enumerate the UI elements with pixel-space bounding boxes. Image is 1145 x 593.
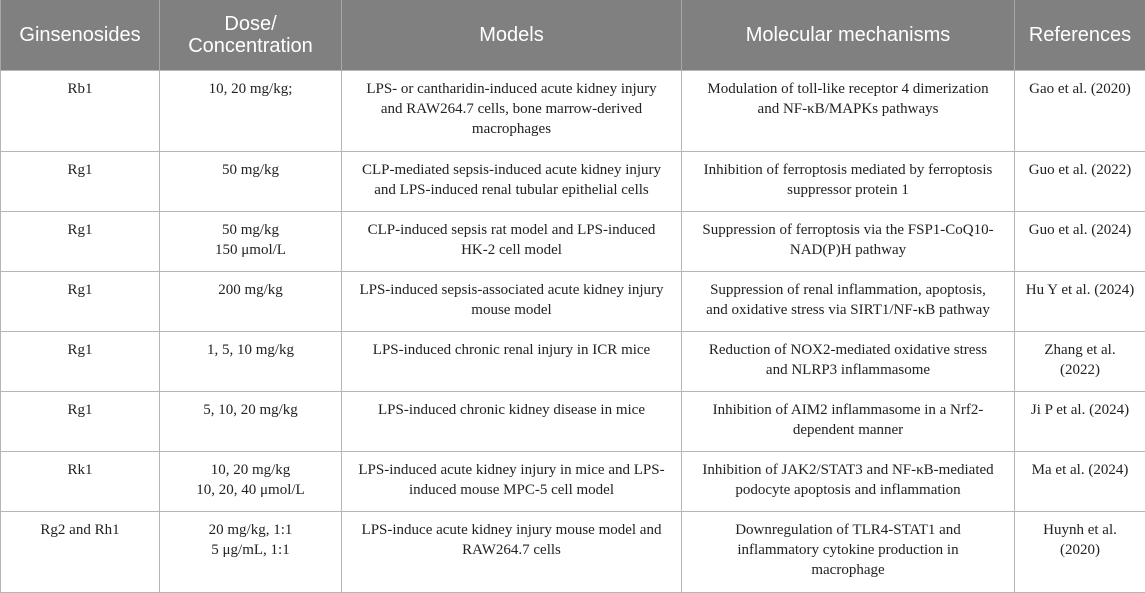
mechanism-cell-line: NAD(P)H pathway — [688, 240, 1008, 260]
table-row — [1, 152, 1145, 212]
reference-cell-line: Guo et al. (2022) — [1021, 160, 1139, 180]
header-ginsenosides: Ginsenosides — [1, 0, 160, 71]
model-cell — [342, 512, 682, 593]
mechanism-cell — [682, 71, 1015, 152]
reference-cell-line: Gao et al. (2020) — [1021, 79, 1139, 99]
model-cell-line: CLP-induced sepsis rat model and LPS-induced — [348, 220, 675, 240]
model-cell-line: LPS-induced chronic kidney disease in mice — [348, 400, 675, 420]
mechanism-cell-line: and NF-κB/MAPKs pathways — [688, 99, 1008, 119]
model-cell-line: LPS-induce acute kidney injury mouse model and — [348, 520, 675, 540]
reference-cell-line: Ma et al. (2024) — [1021, 460, 1139, 480]
mechanism-cell-line: podocyte apoptosis and inflammation — [688, 480, 1008, 500]
ginsenoside-cell-line: Rk1 — [7, 460, 153, 480]
ginsenoside-cell — [1, 392, 160, 452]
model-cell-line: RAW264.7 cells — [348, 540, 675, 560]
dose-cell-line: 5 μg/mL, 1:1 — [166, 540, 335, 560]
dose-cell-line: 150 μmol/L — [166, 240, 335, 260]
reference-cell-line: (2020) — [1021, 540, 1139, 560]
ginsenoside-cell-line: Rg1 — [7, 220, 153, 240]
dose-cell — [160, 71, 342, 152]
model-cell-line: LPS-induced chronic renal injury in ICR mice — [348, 340, 675, 360]
ginsenoside-cell-line: Rg2 and Rh1 — [7, 520, 153, 540]
dose-cell — [160, 272, 342, 332]
table-row — [1, 212, 1145, 272]
mechanism-cell-line: and oxidative stress via SIRT1/NF-κB pathway — [688, 300, 1008, 320]
mechanism-cell-line: inflammatory cytokine production in — [688, 540, 1008, 560]
table-row — [1, 392, 1145, 452]
table-row — [1, 332, 1145, 392]
mechanism-cell-line: macrophage — [688, 560, 1008, 580]
reference-cell — [1015, 152, 1145, 212]
dose-cell-line: 10, 20 mg/kg — [166, 460, 335, 480]
table-row — [1, 452, 1145, 512]
reference-cell — [1015, 332, 1145, 392]
model-cell-line: and RAW264.7 cells, bone marrow-derived — [348, 99, 675, 119]
dose-cell-line: 50 mg/kg — [166, 160, 335, 180]
table-body — [1, 71, 1145, 593]
ginsenoside-cell — [1, 452, 160, 512]
dose-cell-line: 10, 20, 40 μmol/L — [166, 480, 335, 500]
dose-cell-line: 20 mg/kg, 1:1 — [166, 520, 335, 540]
model-cell-line: mouse model — [348, 300, 675, 320]
reference-cell — [1015, 71, 1145, 152]
mechanism-cell-line: Modulation of toll-like receptor 4 dimerization — [688, 79, 1008, 99]
reference-cell-line: Huynh et al. — [1021, 520, 1139, 540]
table-row — [1, 71, 1145, 152]
mechanism-cell-line: Inhibition of JAK2/STAT3 and NF-κB-mediated — [688, 460, 1008, 480]
model-cell — [342, 71, 682, 152]
mechanism-cell — [682, 452, 1015, 512]
reference-cell-line: Hu Y et al. (2024) — [1021, 280, 1139, 300]
dose-cell — [160, 512, 342, 593]
ginsenoside-cell — [1, 71, 160, 152]
model-cell — [342, 392, 682, 452]
reference-cell — [1015, 272, 1145, 332]
mechanism-cell — [682, 212, 1015, 272]
header-dose-line: Concentration — [166, 35, 335, 57]
table-row — [1, 272, 1145, 332]
reference-cell — [1015, 212, 1145, 272]
ginsenoside-cell-line: Rg1 — [7, 400, 153, 420]
header-molecular-mechanisms: Molecular mechanisms — [682, 0, 1015, 71]
dose-cell — [160, 152, 342, 212]
mechanism-cell — [682, 152, 1015, 212]
mechanism-cell-line: Downregulation of TLR4-STAT1 and — [688, 520, 1008, 540]
mechanism-cell-line: Inhibition of ferroptosis mediated by ferroptosis — [688, 160, 1008, 180]
dose-cell-line: 1, 5, 10 mg/kg — [166, 340, 335, 360]
mechanism-cell — [682, 392, 1015, 452]
model-cell-line: and LPS-induced renal tubular epithelial cells — [348, 180, 675, 200]
header-models: Models — [342, 0, 682, 71]
ginsenoside-cell — [1, 272, 160, 332]
model-cell-line: macrophages — [348, 119, 675, 139]
ginsenoside-cell-line: Rg1 — [7, 280, 153, 300]
table-row — [1, 512, 1145, 593]
dose-cell-line: 10, 20 mg/kg; — [166, 79, 335, 99]
model-cell — [342, 332, 682, 392]
mechanism-cell-line: Suppression of ferroptosis via the FSP1-CoQ10- — [688, 220, 1008, 240]
mechanism-cell-line: suppressor protein 1 — [688, 180, 1008, 200]
reference-cell-line: (2022) — [1021, 360, 1139, 380]
ginsenoside-cell — [1, 332, 160, 392]
mechanism-cell-line: dependent manner — [688, 420, 1008, 440]
dose-cell-line: 200 mg/kg — [166, 280, 335, 300]
model-cell-line: LPS-induced acute kidney injury in mice and LPS- — [348, 460, 675, 480]
dose-cell — [160, 332, 342, 392]
reference-cell — [1015, 392, 1145, 452]
ginsenoside-cell — [1, 512, 160, 593]
ginsenoside-cell-line: Rg1 — [7, 160, 153, 180]
ginsenoside-cell — [1, 212, 160, 272]
dose-cell-line: 5, 10, 20 mg/kg — [166, 400, 335, 420]
model-cell — [342, 272, 682, 332]
header-references: References — [1015, 0, 1145, 71]
mechanism-cell-line: and NLRP3 inflammasome — [688, 360, 1008, 380]
reference-cell — [1015, 452, 1145, 512]
dose-cell — [160, 212, 342, 272]
dose-cell-line: 50 mg/kg — [166, 220, 335, 240]
mechanism-cell — [682, 512, 1015, 593]
dose-cell — [160, 452, 342, 512]
model-cell — [342, 452, 682, 512]
reference-cell-line: Ji P et al. (2024) — [1021, 400, 1139, 420]
model-cell-line: CLP-mediated sepsis-induced acute kidney injury — [348, 160, 675, 180]
model-cell-line: LPS- or cantharidin-induced acute kidney injury — [348, 79, 675, 99]
ginsenoside-cell-line: Rb1 — [7, 79, 153, 99]
mechanism-cell — [682, 272, 1015, 332]
ginsenoside-cell — [1, 152, 160, 212]
model-cell-line: induced mouse MPC-5 cell model — [348, 480, 675, 500]
model-cell-line: LPS-induced sepsis-associated acute kidney injury — [348, 280, 675, 300]
ginsenoside-cell-line: Rg1 — [7, 340, 153, 360]
reference-cell — [1015, 512, 1145, 593]
dose-cell — [160, 392, 342, 452]
mechanism-cell — [682, 332, 1015, 392]
model-cell — [342, 212, 682, 272]
model-cell — [342, 152, 682, 212]
reference-cell-line: Zhang et al. — [1021, 340, 1139, 360]
reference-cell-line: Guo et al. (2024) — [1021, 220, 1139, 240]
header-row — [1, 0, 1145, 71]
header-dose-concentration — [160, 0, 342, 71]
mechanism-cell-line: Suppression of renal inflammation, apoptosis, — [688, 280, 1008, 300]
header-dose-line: Dose/ — [166, 13, 335, 35]
mechanism-cell-line: Reduction of NOX2-mediated oxidative stress — [688, 340, 1008, 360]
model-cell-line: HK-2 cell model — [348, 240, 675, 260]
mechanism-cell-line: Inhibition of AIM2 inflammasome in a Nrf2- — [688, 400, 1008, 420]
